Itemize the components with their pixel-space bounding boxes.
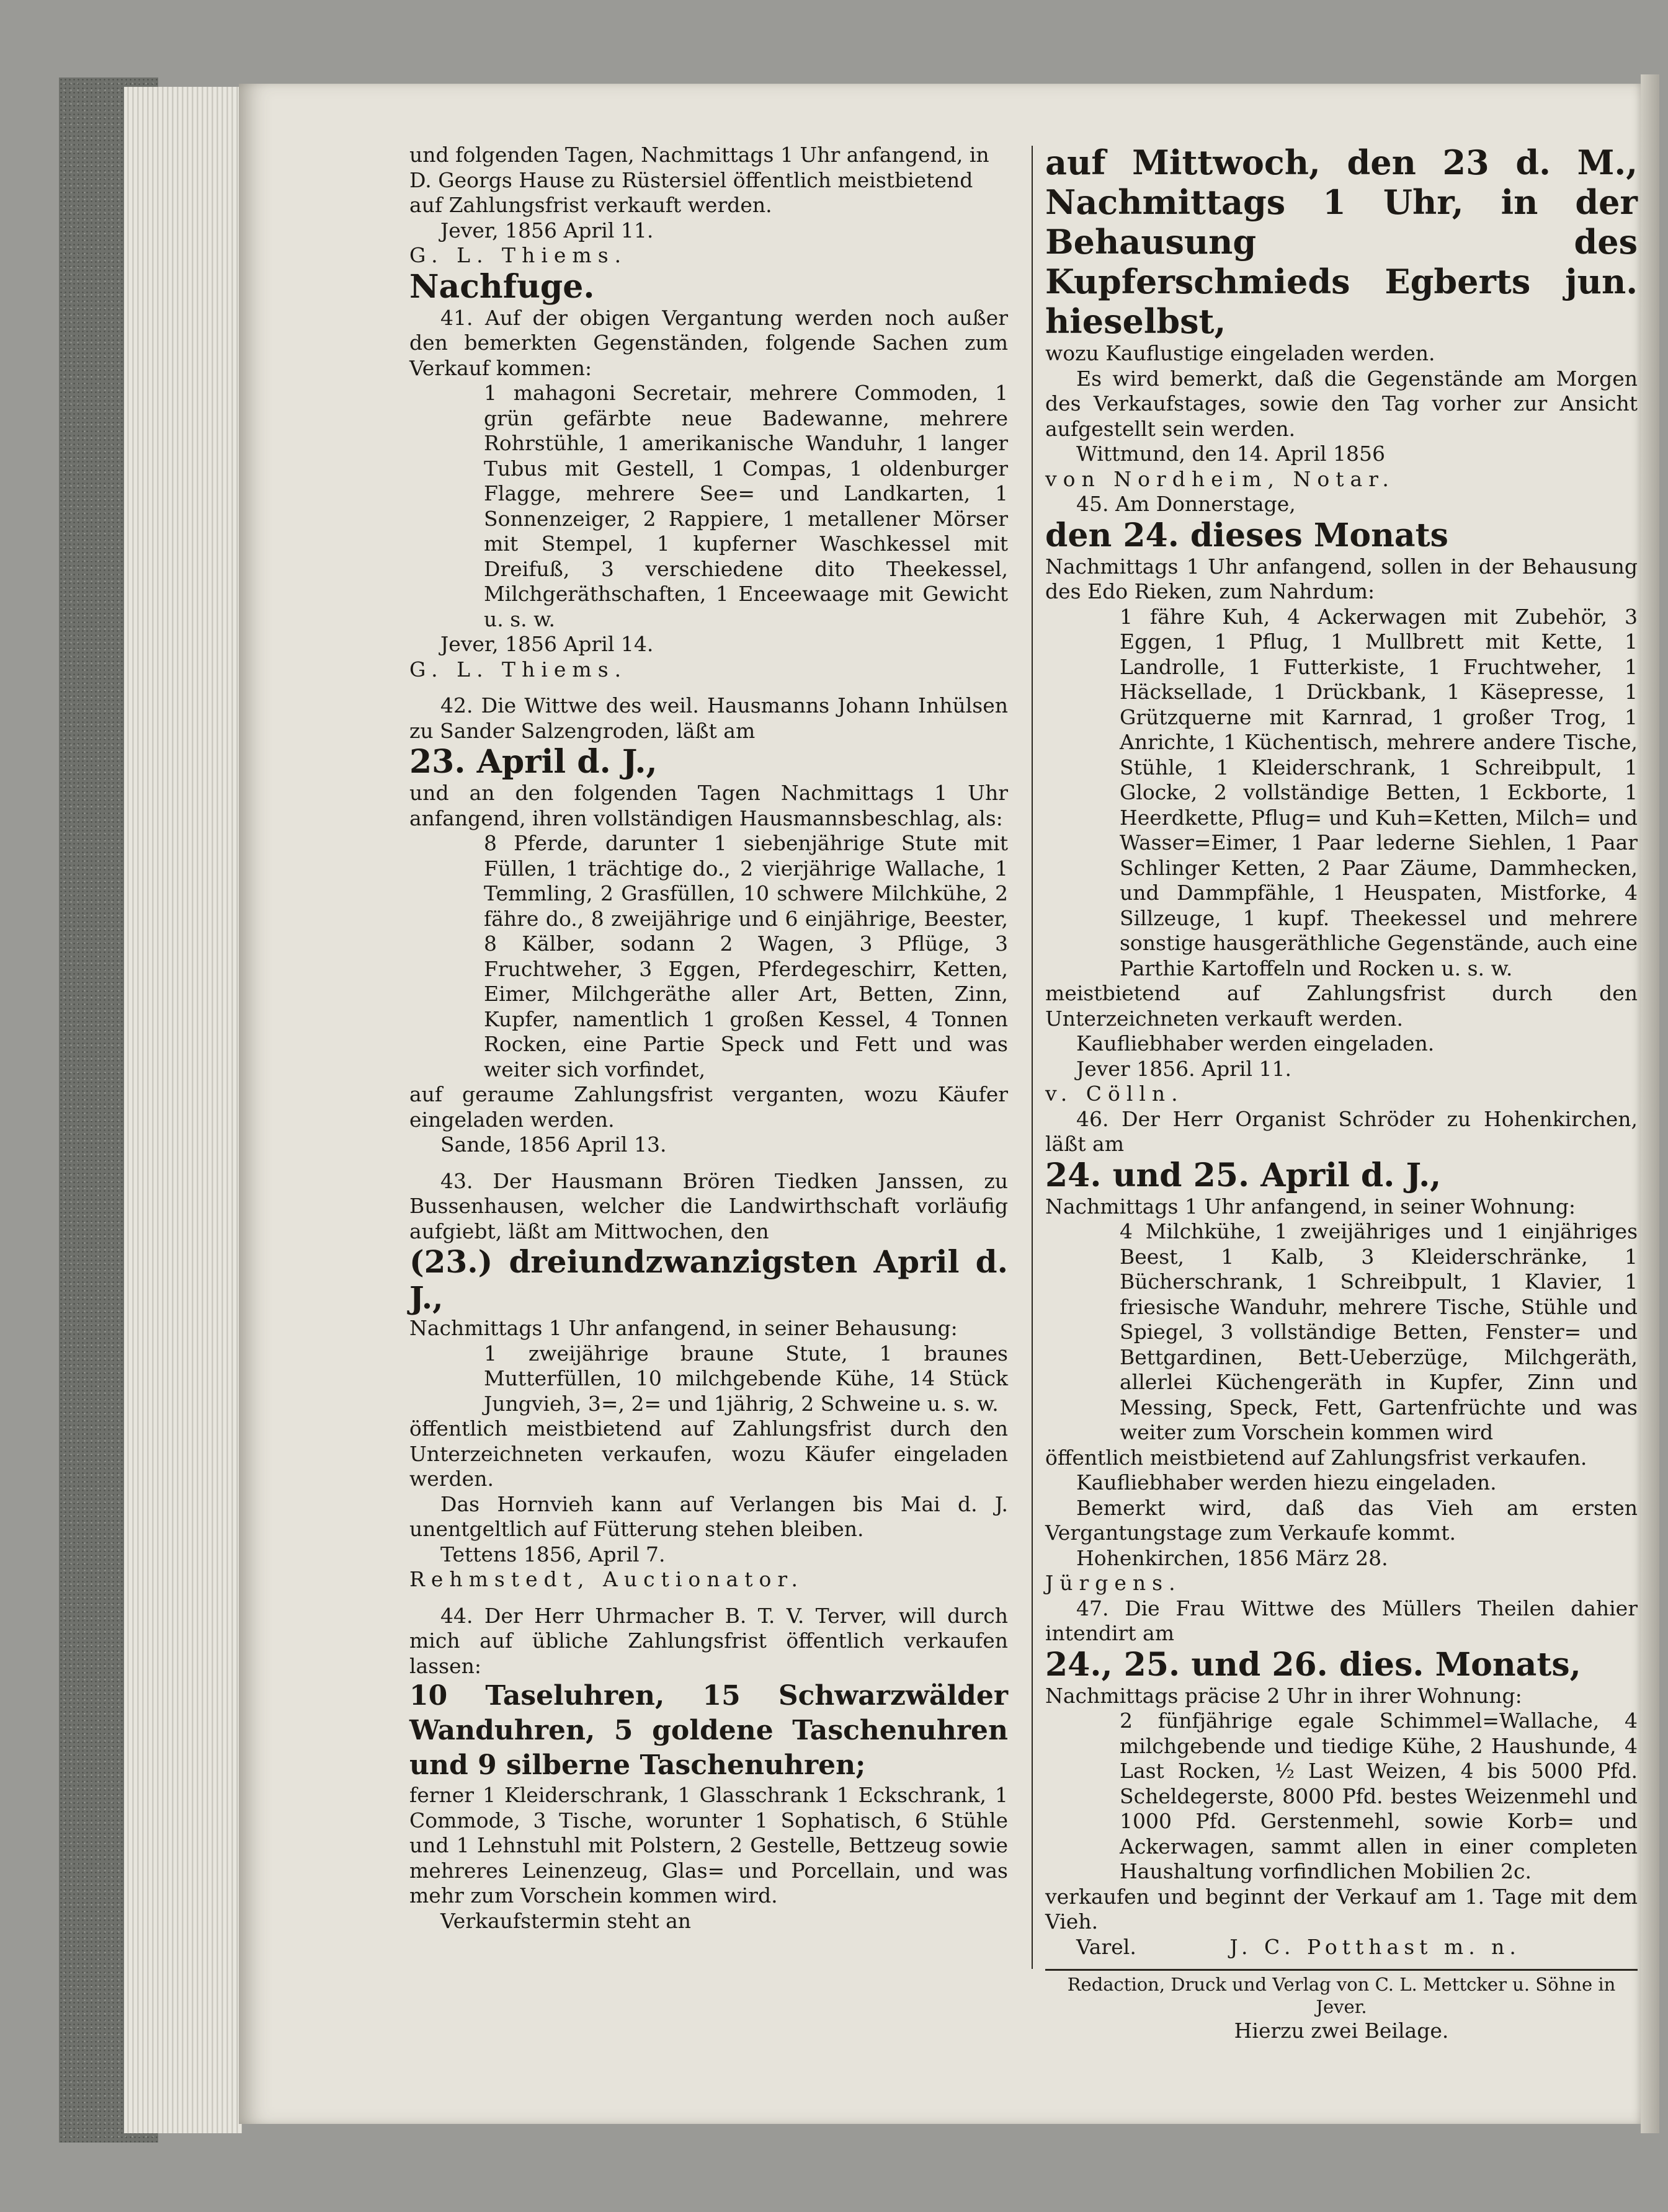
dateline: Tettens 1856, April 7.: [440, 1542, 666, 1566]
invitation-line: Kaufliebhaber werden hiezu eingeladen.: [1076, 1470, 1497, 1495]
notice-41-intro: 41. Auf der obigen Vergantung werden noch außer den bemerkten Gegenständen, folgende Sachen zum Verkauf kommen:: [409, 305, 1008, 380]
notice-45-heading: den 24. dieses Monats: [1045, 516, 1448, 554]
notice-45-text: Nachmittags 1 Uhr anfangend, sollen in der Behausung des Edo Rieken, zum Nahrdum:: [1045, 554, 1638, 603]
notice-47-intro: 47. Die Frau Wittwe des Müllers Theilen dahier intendirt am: [1045, 1596, 1638, 1645]
imprint-line: Redaction, Druck und Verlag von C. L. Mettcker u. Söhne in Jever.: [1067, 1974, 1616, 2017]
notice-43-close: öffentlich meistbietend auf Zahlungsfrist durch den Unterzeichneten verkaufen, wozu Käufer eingeladen werden.: [409, 1416, 1008, 1491]
notice-44-heading: 10 Taseluhren, 15 Schwarzwälder Wanduhren, 5 goldene Taschenuhren und 9 silberne Taschenuhren;: [409, 1680, 1008, 1781]
invitation-line: wozu Kauflustige eingeladen werden.: [1045, 341, 1435, 365]
notice-47-text: Nachmittags präcise 2 Uhr in ihrer Wohnung:: [1045, 1683, 1522, 1708]
dateline: Sande, 1856 April 13.: [440, 1132, 667, 1157]
notice-43-heading: (23.) dreiundzwanzigsten April d. J.,: [409, 1243, 1008, 1316]
notice-46-close: öffentlich meistbietend auf Zahlungsfrist verkaufen.: [1045, 1445, 1587, 1470]
intro-line: D. Georgs Hause zu Rüstersiel öffentlich meistbietend: [409, 167, 973, 192]
dateline: Jever 1856. April 11.: [1076, 1056, 1291, 1081]
notice-41-items: 1 mahagoni Secretair, mehrere Commoden, 1 grün gefärbte neue Badewanne, mehrere Rohrstühle, 1 amerikanische Wanduhr, 1 langer Tubus mit Gestell, 1 Compas, 1 oldenburger Flagge, mehrere See= und Landkarten, 1 Sonnenzeiger, 2 Rappiere, 1 metallener Mörser mit Stempel, 1 kupferner Waschkessel mit Dreifuß, 3 verschiedene dito Theekessel, Milchgeräthschaften, 1 Enceewaage mit Gewicht u. s. w.: [484, 381, 1008, 631]
page-curl: [1641, 74, 1659, 2133]
heading-wednesday-auction: auf Mittwoch, den 23 d. M., Nachmittags 1 Uhr, in der Behausung des Kupferschmieds Egberts jun. hieselbst,: [1045, 143, 1638, 341]
footer-rule: [1045, 1969, 1638, 1971]
notice-44-intro: 44. Der Herr Uhrmacher B. T. V. Terver, will durch mich auf übliche Zahlungsfrist öffentlich verkaufen lassen:: [409, 1603, 1008, 1678]
notice-45-intro: 45. Am Donnerstage,: [1076, 492, 1296, 516]
dateline-place: Varel.: [1076, 1934, 1136, 1959]
notice-46-intro: 46. Der Herr Organist Schröder zu Hohenkirchen, läßt am: [1045, 1106, 1638, 1156]
notice-43-text: Nachmittags 1 Uhr anfangend, in seiner Behausung:: [409, 1316, 958, 1340]
notice-46-note: Bemerkt wird, daß das Vieh am ersten Vergantungstage zum Verkaufe kommt.: [1045, 1495, 1638, 1545]
signature: G. L. Thiems.: [409, 243, 628, 267]
signature: Rehmstedt, Auctionator.: [409, 1567, 804, 1591]
right-column: [1045, 143, 1638, 1960]
notice-47-items: 2 fünfjährige egale Schimmel=Wallache, 4 milchgebende und tiedige Kühe, 2 Haushunde, 4 Last Rocken, ½ Last Weizen, 4 bis 5000 Pfd. Scheldegerste, 8000 Pfd. bestes Weizenmehl und 1000 Pfd. Gerstenmehl, sowie Korb= und Ackerwagen, sammt allen in einer completen Haushaltung vorfindlichen Mobilien 2c.: [1120, 1708, 1638, 1883]
dateline: Jever, 1856 April 11.: [440, 218, 654, 242]
invitation-line: Kaufliebhaber werden eingeladen.: [1076, 1031, 1435, 1055]
notice-46-items: 4 Milchkühe, 1 zweijähriges und 1 einjähriges Beest, 1 Kalb, 3 Kleiderschränke, 1 Bücherschrank, 1 Schreibpult, 1 Klavier, 1 friesische Wanduhr, mehrere Tische, Stühle und Spiegel, 3 vollständige Betten, Fenster= und Bettgardinen, Bett-Ueberzüge, Milchgeräth, allerlei Küchengeräth in Kupfer, Zinn und Messing, Speck, Fett, Gartenfrüchte und was weiter zum Vorschein kommen wird: [1120, 1219, 1638, 1444]
notice-42-text: und an den folgenden Tagen Nachmittags 1 Uhr anfangend, ihren vollständigen Hausmannsbeschlag, als:: [409, 781, 1008, 830]
column-rule: [1032, 146, 1033, 1969]
viewing-note: Es wird bemerkt, daß die Gegenstände am Morgen des Verkaufstages, sowie den Tag vorher zur Ansicht aufgestellt sein werden.: [1045, 366, 1638, 441]
notice-46-text: Nachmittags 1 Uhr anfangend, in seiner Wohnung:: [1045, 1194, 1576, 1219]
intro-line: und folgenden Tagen, Nachmittags 1 Uhr anfangend, in: [409, 143, 989, 167]
notice-42-intro: 42. Die Wittwe des weil. Hausmanns Johann Inhülsen zu Sander Salzengroden, läßt am: [409, 693, 1008, 743]
notice-46-heading: 24. und 25. April d. J.,: [1045, 1156, 1442, 1194]
signature: Jürgens.: [1045, 1571, 1182, 1595]
notice-44-close: Verkaufstermin steht an: [440, 1908, 691, 1933]
notice-47-close: verkaufen und beginnt der Verkauf am 1. Tage mit dem Vieh.: [1045, 1884, 1638, 1934]
notice-42-close: auf geraume Zahlungsfrist verganten, wozu Käufer eingeladen werden.: [409, 1082, 1008, 1132]
imprint-footer: [1045, 1973, 1638, 2044]
notice-45-close: meistbietend auf Zahlungsfrist durch den Unterzeichneten verkauft werden.: [1045, 981, 1638, 1031]
notice-43-items: 1 zweijährige braune Stute, 1 braunes Mutterfüllen, 10 milchgebende Kühe, 14 Stück Jungvieh, 3=, 2= und 1jährig, 2 Schweine u. s. w.: [484, 1341, 1008, 1416]
intro-line: auf Zahlungsfrist verkauft werden.: [409, 193, 772, 217]
supplement-note: Hierzu zwei Beilage.: [1234, 2019, 1449, 2043]
signature: v. Cölln.: [1045, 1082, 1184, 1106]
page-edges: [124, 87, 242, 2133]
left-column: [409, 143, 1008, 1934]
dateline: Jever, 1856 April 14.: [440, 632, 654, 656]
notice-47-heading: 24., 25. und 26. dies. Monats,: [1045, 1645, 1581, 1684]
notice-42-items: 8 Pferde, darunter 1 siebenjährige Stute mit Füllen, 1 trächtige do., 2 vierjährige Wallache, 1 Temmling, 2 Grasfüllen, 10 schwere Milchkühe, 2 fähre do., 8 zweijährige und 6 einjährige, Beester, 8 Kälber, sodann 2 Wagen, 3 Pflüge, 3 Fruchtweher, 3 Eggen, Pferdegeschirr, Ketten, Eimer, Milchgeräthe aller Art, Betten, Zinn, Kupfer, namentlich 1 großen Kessel, 4 Tonnen Rocken, eine Partie Speck und Fett und was weiter sich vorfindet,: [484, 831, 1008, 1082]
notice-43-note: Das Hornvieh kann auf Verlangen bis Mai d. J. unentgeltlich auf Fütterung stehen bleiben.: [409, 1491, 1008, 1541]
dateline: [1045, 1935, 1638, 1960]
notice-42-heading: 23. April d. J.,: [409, 743, 658, 781]
heading-nachfuge: Nachfuge.: [409, 267, 595, 306]
notice-44-items: ferner 1 Kleiderschrank, 1 Glasschrank 1 Eckschrank, 1 Commode, 3 Tische, worunter 1 Sophatisch, 6 Stühle und 1 Lehnstuhl mit Polstern, 2 Gestelle, Bettzeug sowie mehreres Leinenzeug, Glas= und Porcellain, und was mehr zum Vorschein kommen wird.: [409, 1783, 1008, 1908]
dateline: Hohenkirchen, 1856 März 28.: [1076, 1545, 1388, 1570]
signature: J. C. Potthast m. n.: [1229, 1934, 1521, 1959]
signature: G. L. Thiems.: [409, 657, 628, 682]
signature: von Nordheim, Notar.: [1045, 466, 1395, 491]
notice-43-intro: 43. Der Hausmann Brören Tiedken Janssen, zu Bussenhausen, welcher die Landwirthschaft vorläufig aufgiebt, läßt am Mittwochen, den: [409, 1168, 1008, 1243]
notice-45-items: 1 fähre Kuh, 4 Ackerwagen mit Zubehör, 3 Eggen, 1 Pflug, 1 Mullbrett mit Kette, 1 Landrolle, 1 Futterkiste, 1 Fruchtweher, 1 Häcksellade, 1 Drückbank, 1 Käsepresse, 1 Grützquerne mit Karnrad, 1 großer Trog, 1 Anrichte, 1 Küchentisch, mehrere andere Tische, Stühle, 1 Kleiderschrank, 1 Schreibpult, 1 Glocke, 2 vollständige Betten, 1 Eckborte, 1 Heerdkette, Pflug= und Kuh=Ketten, Milch= und Wasser=Eimer, 1 Paar lederne Siehlen, 1 Paar Schlinger Ketten, 2 Paar Zäume, Dammhecken, und Dammpfähle, 1 Heuspaten, Mistforke, 4 Sillzeuge, 1 kupf. Theekessel und mehrere sonstige hausgeräthliche Gegenstände, auch eine Parthie Kartoffeln und Rocken u. s. w.: [1120, 604, 1638, 980]
dateline: Wittmund, den 14. April 1856: [1076, 442, 1385, 466]
